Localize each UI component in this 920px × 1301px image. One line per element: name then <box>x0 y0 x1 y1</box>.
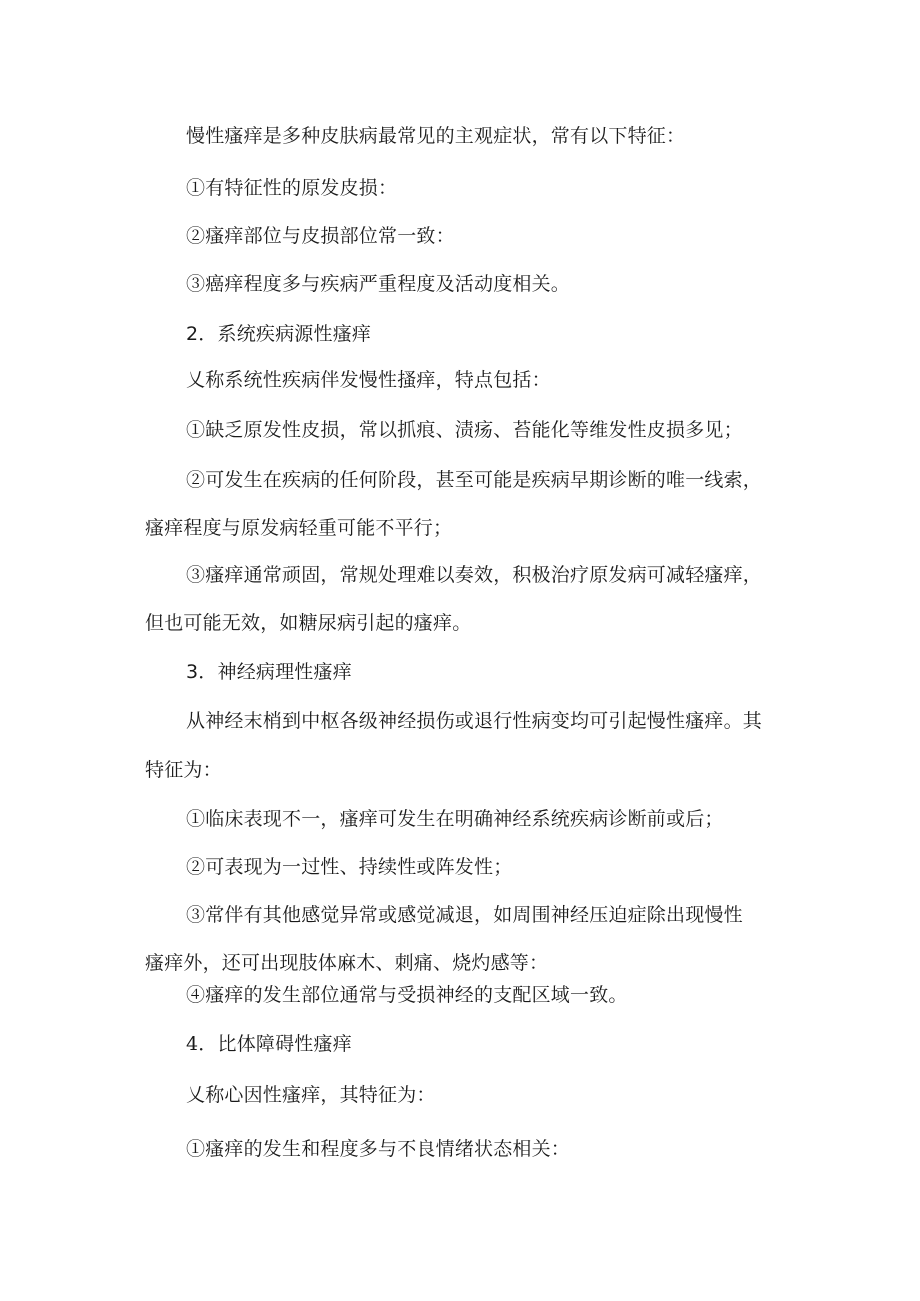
section-2-item-2-line-1: ②可发生在疾病的任何阶段，甚至可能是疾病早期诊断的唯一线索， <box>186 469 763 491</box>
section-3-intro-line-2: 特征为： <box>145 759 222 781</box>
section-4-heading: 4．比体障碍性瘙痒 <box>186 1033 352 1055</box>
section-2-item-3-line-2: 但也可能无效，如糖尿病引起的瘙痒。 <box>145 612 472 634</box>
section-3-heading: 3．神经病理性瘙痒 <box>186 661 352 683</box>
section-2-item-3-line-1: ③瘙痒通常顽固，常规处理难以奏效，积极治疗原发病可减轻瘙痒， <box>186 564 763 586</box>
intro-item-2: ②瘙痒部位与皮损部位常一致： <box>186 225 455 247</box>
section-3-item-2: ②可表现为一过性、持续性或阵发性； <box>186 856 513 878</box>
section-3-item-4: ④瘙痒的发生部位通常与受损神经的支配区域一致。 <box>186 984 628 1006</box>
section-2-heading: 2．系统疾病源性瘙痒 <box>186 323 372 345</box>
intro-item-1: ①有特征性的原发皮损： <box>186 177 398 199</box>
section-2-item-1: ①缺乏原发性皮损，常以抓痕、渍疡、苔能化等维发性皮损多见； <box>186 419 743 441</box>
intro-item-3: ③癌痒程度多与疾病严重程度及活动度相关。 <box>186 273 571 295</box>
section-4-item-1: ①瘙痒的发生和程度多与不良情绪状态相关： <box>186 1138 571 1160</box>
section-2-intro: 乂称系统性疾病伴发慢性搔痒，特点包括： <box>186 369 551 391</box>
section-3-item-1: ①临床表现不一，瘙痒可发生在明确神经系统疾病诊断前或后； <box>186 808 724 830</box>
section-3-intro-line-1: 从神经末梢到中枢各级神经损伤或退行性病变均可引起慢性瘙痒。其 <box>186 710 763 732</box>
section-4-intro: 乂称心因性瘙痒，其特征为： <box>186 1084 436 1106</box>
intro-paragraph: 慢性瘙痒是多种皮肤病最常见的主观症状，常有以下特征： <box>186 125 686 147</box>
section-3-item-3-line-2: 瘙痒外，还可出现肢体麻木、刺痛、烧灼感等： <box>145 952 549 974</box>
section-3-item-3-line-1: ③常伴有其他感觉异常或感觉减退，如周围神经压迫症除出现慢性 <box>186 904 743 926</box>
section-2-item-2-line-2: 瘙痒程度与原发病轻重可能不平行； <box>145 517 453 539</box>
